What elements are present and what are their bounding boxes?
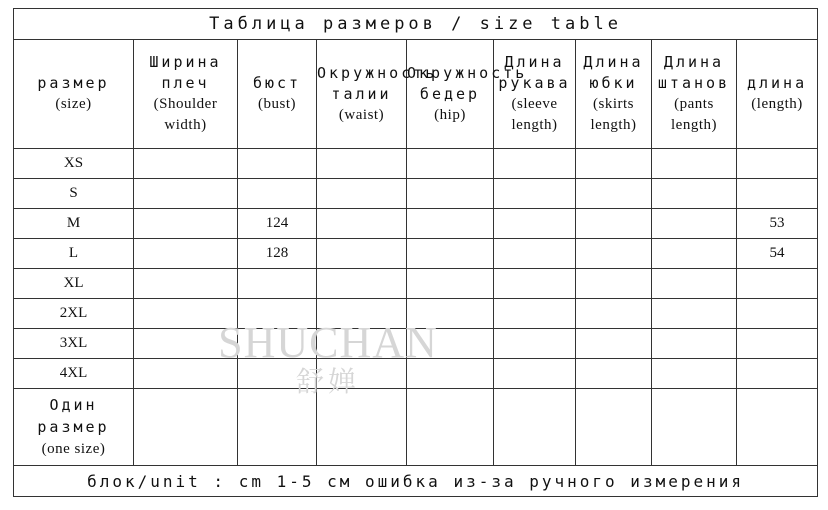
size-label: 3XL	[14, 329, 134, 359]
table-title: Таблица размеров / size table	[14, 9, 818, 40]
table-cell	[494, 179, 576, 209]
table-cell	[576, 179, 652, 209]
column-header-ru: размер	[37, 74, 110, 92]
size-label: S	[14, 179, 134, 209]
table-cell	[494, 209, 576, 239]
table-cell	[317, 209, 407, 239]
column-header-ru: Длина штанов	[657, 53, 731, 92]
table-row	[14, 269, 818, 299]
table-cell: 53	[737, 209, 818, 239]
table-cell	[317, 179, 407, 209]
table-row	[14, 329, 818, 359]
column-header	[238, 40, 317, 149]
table-cell	[134, 359, 238, 389]
column-header-ru: Длина рукава	[498, 53, 571, 92]
table-cell	[134, 299, 238, 329]
column-header	[407, 40, 528, 149]
size-label: 2XL	[14, 299, 134, 329]
table-cell	[576, 359, 652, 389]
size-label: 4XL	[14, 359, 134, 389]
table-cell	[407, 329, 494, 359]
table-cell	[238, 329, 317, 359]
table-cell	[238, 299, 317, 329]
table-cell	[238, 359, 317, 389]
table-cell	[238, 389, 317, 466]
table-cell	[737, 359, 818, 389]
table-cell	[134, 389, 238, 466]
table-cell	[737, 179, 818, 209]
size-label: L	[14, 239, 134, 269]
table-cell	[238, 149, 317, 179]
column-header-ru: Окружность талии	[317, 63, 438, 103]
table-row	[14, 209, 818, 239]
table-cell	[407, 239, 494, 269]
table-cell: 128	[238, 239, 317, 269]
size-label: XL	[14, 269, 134, 299]
table-cell	[737, 329, 818, 359]
table-cell	[494, 149, 576, 179]
table-cell	[317, 299, 407, 329]
table-cell	[737, 299, 818, 329]
one-size-row	[14, 389, 818, 466]
table-cell	[134, 269, 238, 299]
table-cell	[317, 389, 407, 466]
column-header	[494, 40, 576, 149]
table-cell: 124	[238, 209, 317, 239]
size-label: XS	[14, 149, 134, 179]
table-cell	[317, 359, 407, 389]
table-cell	[407, 179, 494, 209]
table-cell	[494, 389, 576, 466]
table-cell	[407, 209, 494, 239]
size-label	[14, 389, 134, 466]
table-cell	[134, 329, 238, 359]
table-cell	[134, 179, 238, 209]
table-cell	[652, 239, 737, 269]
table-cell	[317, 149, 407, 179]
footer-note: блок/unit : cm 1-5 см ошибка из-за ручного измерения	[14, 466, 818, 497]
table-cell	[134, 239, 238, 269]
table-cell	[652, 179, 737, 209]
table-cell	[576, 149, 652, 179]
table-cell	[407, 149, 494, 179]
column-header	[134, 40, 238, 149]
table-cell	[737, 269, 818, 299]
column-header-en: (Shoulder width)	[153, 96, 218, 133]
table-cell	[652, 329, 737, 359]
size-label: M	[14, 209, 134, 239]
table-cell	[576, 269, 652, 299]
table-cell	[576, 299, 652, 329]
column-header-ru: Длина юбки	[583, 53, 644, 92]
table-cell	[652, 299, 737, 329]
table-cell	[652, 269, 737, 299]
table-cell	[407, 389, 494, 466]
table-row	[14, 149, 818, 179]
watermark-chinese: 舒婵	[295, 367, 360, 398]
one-size-ru: Один размер	[37, 396, 110, 436]
column-header-ru: длина	[746, 74, 808, 92]
column-header-en: (bust)	[258, 96, 296, 112]
column-header-en: (length)	[751, 96, 803, 112]
table-cell	[407, 299, 494, 329]
table-cell	[134, 149, 238, 179]
column-header	[14, 40, 134, 149]
column-header-en: (skirts length)	[590, 96, 637, 133]
size-table	[13, 8, 818, 497]
table-cell	[652, 359, 737, 389]
column-header	[576, 40, 652, 149]
column-header-ru: Окружность бедер	[407, 63, 528, 103]
table-cell	[238, 179, 317, 209]
table-cell	[652, 389, 737, 466]
table-cell	[238, 269, 317, 299]
table-cell	[576, 389, 652, 466]
table-cell	[576, 329, 652, 359]
table-cell	[317, 269, 407, 299]
table-cell	[576, 239, 652, 269]
table-cell	[494, 269, 576, 299]
table-cell	[134, 209, 238, 239]
table-cell	[407, 269, 494, 299]
table-cell: 54	[737, 239, 818, 269]
column-header-en: (waist)	[338, 106, 385, 123]
table-cell	[317, 239, 407, 269]
table-cell	[317, 329, 407, 359]
column-header-en: (hip)	[434, 106, 466, 123]
column-header-ru: Ширина плеч	[149, 53, 222, 92]
column-header-en: (sleeve length)	[511, 96, 558, 133]
table-cell	[652, 149, 737, 179]
table-cell	[576, 209, 652, 239]
one-size-en: (one size)	[41, 441, 106, 457]
column-header	[652, 40, 737, 149]
table-cell	[494, 329, 576, 359]
header-row	[14, 40, 818, 149]
table-cell	[494, 239, 576, 269]
table-cell	[494, 359, 576, 389]
column-header-en: (pants length)	[671, 96, 717, 133]
column-header-en: (size)	[55, 96, 92, 112]
table-row	[14, 239, 818, 269]
table-cell	[407, 359, 494, 389]
table-cell	[737, 149, 818, 179]
table-row	[14, 179, 818, 209]
column-header-ru: бюст	[252, 74, 302, 92]
table-row	[14, 299, 818, 329]
column-header	[737, 40, 818, 149]
table-cell	[494, 299, 576, 329]
table-cell	[737, 389, 818, 466]
column-header	[317, 40, 438, 149]
table-row	[14, 359, 818, 389]
table-cell	[652, 209, 737, 239]
watermark-latin: SHUCHAN	[218, 318, 438, 367]
